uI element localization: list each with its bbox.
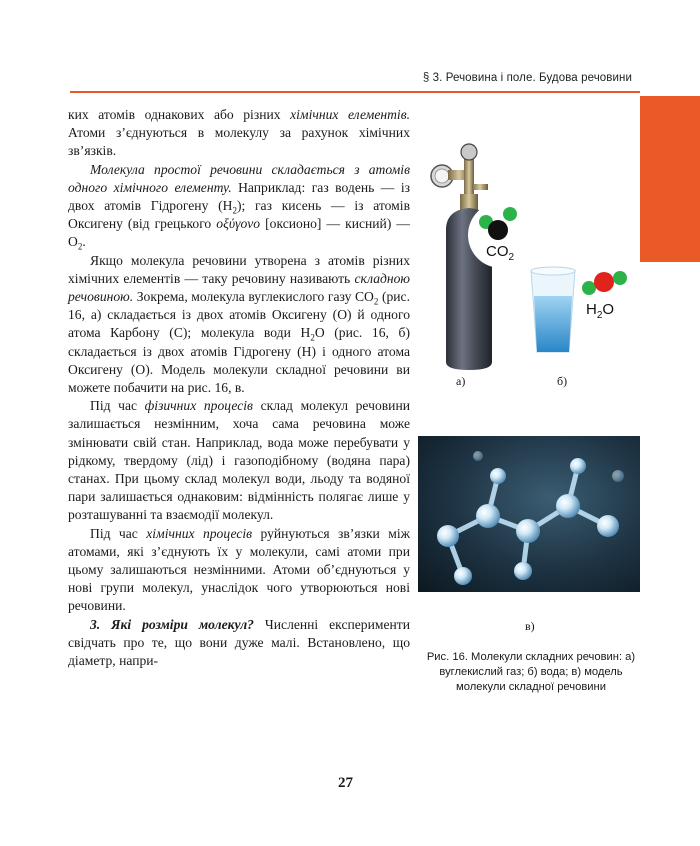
paragraph-5: Під час хімічних процесів руйнуються зв’язки між атомами, які з’єднують їх у молекули, самі атоми при цьому залишаються незмінними. Атоми об’єднуються у нові групи молекул, унаслідок чого утворюються нові речовини. [68, 525, 411, 614]
running-header: § 3. Речовина і поле. Будова речовини [422, 72, 632, 84]
paragraph-6: 3. Які розміри молекул? Численні експерименти свідчать про те, що вони дуже малі. Встановлено, що діаметр, напри- [68, 616, 410, 669]
molecule-model-photo [418, 436, 640, 592]
svg-text:H2O: $H_2O$ [586, 301, 615, 321]
page-number: 27 [338, 775, 353, 791]
figure-label-a: а) [456, 374, 466, 388]
main-text [68, 106, 410, 670]
figure-label-b: б) [557, 374, 568, 388]
h2o-molecule-icon [572, 262, 638, 324]
figure-label-v: в) [525, 619, 535, 633]
svg-text:CO2: $CO_2$ [486, 243, 515, 263]
molecule-model-icon [418, 436, 640, 592]
paragraph-1: ких атомів однакових або різних хімічних елементів. Атоми з’єднуються в молекулу за рахунок хімічних зв’язків. [68, 107, 410, 159]
chapter-tab [640, 96, 700, 262]
section-heading: 3. Які розміри молекул? [90, 616, 254, 632]
header-rule [70, 91, 640, 93]
figure-caption: Рис. 16. Молекули складних речовин: а) вуглекислий газ; б) вода; в) модель молекули складної речовини [426, 651, 636, 693]
paragraph-4: Під час фізичних процесів склад молекул речовини залишається незмінним, хоча сама речовина може змінювати свій стан. Наприклад, вода може перебувати у рідкому, твердому (лід) і газоподібному (водяна пара) станах. При цьому склад молекул води, льоду та водяної пари залишається однаковим: відмінність полягає лише у розташуванні та взаємодії молекул. [68, 398, 410, 523]
paragraph-2: Молекула простої речовини складається з атомів одного хімічного елементу. Наприклад: газ водень — із двох атомів Гідрогену $(H_2)$; газ кисень — із атомів Оксигену (від грецького οξύγονο [оксионо] — кисний) — $O_2$. [68, 161, 411, 253]
co2-molecule-icon [466, 200, 536, 270]
paragraph-3: Якщо молекула речовини утворена з атомів різних хімічних елементів — таку речовину називають складною речовиною. Зокрема, молекула вуглекислого газу $CO_2$ (рис. 16, а) складається із двох атомів Оксигену (O) й одного атома Карбону (C); молекула води $H_2O$ (рис. 16, б) складається із двох атомів Гідрогену (H) і одного атома Оксигену (O). Модель молекули складної речовини ви можете побачити на рис. 16, в. [68, 252, 410, 396]
